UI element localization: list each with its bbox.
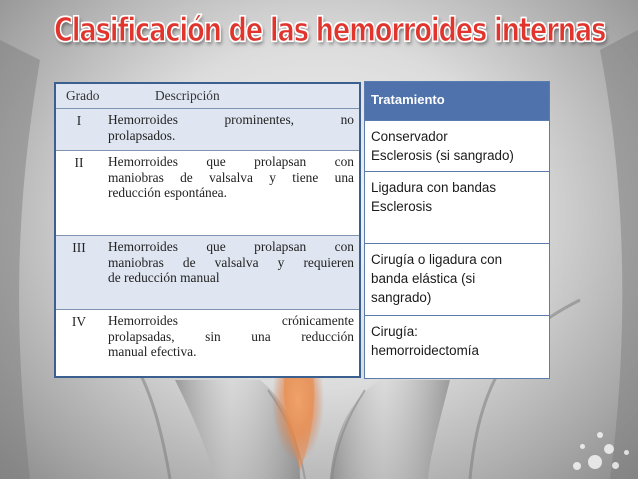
treatment-cell: [365, 120, 549, 171]
table-row: [56, 151, 359, 236]
description-line: Hemorroides que prolapsan con: [108, 154, 354, 169]
treatment-line: Ligadura con bandas: [371, 180, 497, 195]
description-line: Hemorroides prominentes, no: [108, 112, 354, 127]
treatment-line: Esclerosis: [371, 199, 433, 214]
grade-column-header: Grado: [66, 88, 100, 103]
description-line: prolapsados.: [108, 127, 176, 143]
table-row: [56, 310, 359, 376]
treatment-line: Conservador: [371, 129, 448, 144]
description-line: Hemorroides crónicamente: [108, 313, 354, 328]
treatment-line: Esclerosis (si sangrado): [371, 148, 514, 163]
description-line: Hemorroides que prolapsan con: [108, 239, 354, 254]
description-line: maniobras de valsalva y requieren: [108, 254, 354, 270]
slide-title: Clasificación de las hemorroides internas: [54, 10, 606, 49]
treatment-column-header: Tratamiento: [365, 82, 549, 120]
grade-cell: III: [72, 240, 86, 255]
treatment-cell: [365, 315, 549, 378]
classification-table: [54, 82, 361, 378]
treatment-line: Cirugía o ligadura con: [371, 252, 503, 267]
description-cell: [108, 154, 354, 201]
description-cell: [108, 313, 354, 360]
treatment-line: banda elástica (si: [371, 271, 476, 286]
treatment-cell: [365, 171, 549, 243]
description-column-header: Descripción: [155, 88, 220, 103]
description-line: de reducción manual: [108, 270, 220, 285]
table-row: [56, 109, 359, 151]
description-cell: [108, 112, 354, 143]
description-cell: [108, 239, 354, 286]
treatment-line: Cirugía:: [371, 324, 418, 339]
table-row: [56, 236, 359, 310]
treatment-line: hemorroidectomía: [371, 343, 479, 358]
grade-cell: IV: [71, 314, 87, 329]
description-line: manual efectiva.: [108, 344, 197, 359]
description-line: reducción espontánea.: [108, 185, 227, 200]
treatment-cell: [365, 243, 549, 315]
treatment-table: [364, 81, 550, 379]
grade-cell: II: [74, 155, 84, 170]
description-line: prolapsadas, sin una reducción: [108, 328, 354, 344]
classification-table-header: [56, 84, 359, 109]
grade-cell: I: [76, 113, 82, 128]
treatment-line: sangrado): [371, 290, 432, 305]
description-line: maniobras de valsalva y tiene una: [108, 169, 354, 185]
